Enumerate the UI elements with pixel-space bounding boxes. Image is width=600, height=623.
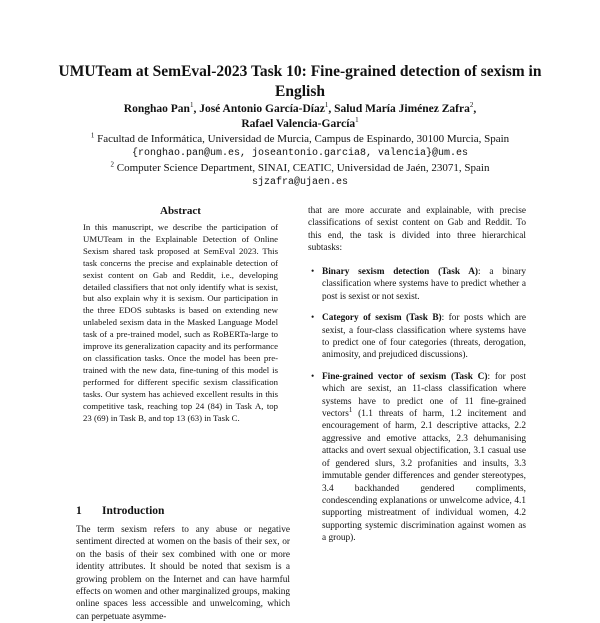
- subtask-title: Category of sexism (Task B): [322, 313, 442, 324]
- author-name: Ronghao Pan: [123, 103, 190, 115]
- subtask-title: Binary sexism detection (Task A): [322, 267, 479, 277]
- author-line-2: Rafael Valencia-García$^1$: [241, 116, 359, 130]
- introduction-heading: [76, 505, 164, 517]
- list-item: • Binary sexism detection (Task A): a binary classification where systems have to predict whether a post is sexist or not sexist.: [311, 267, 526, 302]
- list-item: • Fine-grained vector of sexism (Task C): for post which are sexist, an 11-class classification where systems have to predict one of 11 fine-grained vectors$^1$ (1.1 threats of harm, 1.2 incitement and encouragement of harm, 2.1 descriptive attacks, 2.2 aggressive and emotive attacks, 2.3 dehumanising attacks and overt sexual objectification, 3.1 casual use of gendered slurs, 3.2 profanities and insults, 3.3 immutable gender differences and gender stereotypes, 3.4 backhanded gendered compliments, condescending explanations or unwelcome advice, 4.1 supporting mistreatment of individual women, 4.2 supporting systemic discrimination against women as a group).: [311, 371, 526, 544]
- affiliation-2-emails: sjzafra@ujaen.es: [251, 177, 348, 188]
- bullet-icon: •: [311, 371, 315, 382]
- section-number: 1: [76, 505, 82, 517]
- author-line-1: Ronghao Pan$^1$, José Antonio García-Díaz$^1$, Salud María Jiménez Zafra$^2$,: [123, 101, 477, 115]
- author-list: [40, 102, 560, 132]
- list-item: • Category of sexism (Task B): for posts which are sexist, a four-class classification where systems have to predict one of four categories (threats, derogation, animosity, and prejudiced discussions).: [311, 313, 526, 361]
- affiliation-2: $^2$ Computer Science Department, SINAI, CEATIC, Universidad de Jaén, 23071, Spain: [110, 160, 490, 174]
- introduction-text: The term sexism refers to any abuse or negative sentiment directed at women on the basis of their sex, or on the basis of their sex combined with one or more identity attributes. It should be noted that sexism is a growing problem on the Internet and can have harmful effects on women and other marginalized groups, making online spaces less accessible and unwelcoming, which can perpetuate asymme-: [76, 525, 290, 622]
- bullet-icon: •: [311, 313, 315, 324]
- affiliation-1: $^1$ Facultad de Informática, Universidad de Murcia, Campus de Espinardo, 30100 Murcia, Spain: [90, 131, 510, 145]
- abstract-text: In this manuscript, we describe the participation of UMUTeam in the Explainable Detection of Online Sexism shared task proposed at SemEval 2023. This task concerns the precise and explainable detection of sexist content on Gab and Reddit, i.e., developing detailed classifiers that not only identify what is sexist, but also explain why it is sexism. Our participation in the three EDOS subtasks is based on extending new unlabeled sexism data in the Masked Language Model task of a pre-trained model, such as RoBERTa-large to improve its generalization capacity and its performance on classification tasks. Once the model has been pre-trained with the new data, fine-tuning of this model is performed for different specific sexism classification tasks. Our system has achieved excellent results in this competitive task, reaching top 24 (84) in Task A, top 23 (69) in Task B, and top 13 (63) in Task C.: [83, 222, 278, 423]
- subtask-list: [308, 266, 526, 554]
- section-title: Introduction: [102, 505, 165, 517]
- author-name: Salud María Jiménez Zafra: [334, 103, 470, 115]
- bullet-icon: •: [311, 267, 315, 277]
- subtask-title: Fine-grained vector of sexism (Task C): [322, 371, 488, 382]
- right-column-intro: that are more accurate and explainable, with precise classifications of sexist content on Gab and Reddit. To this end, the task is divided into three hierarchical subtasks:: [308, 206, 526, 254]
- affiliation-1-emails: {ronghao.pan@um.es, joseantonio.garcia8, valencia}@um.es: [131, 148, 469, 159]
- abstract-heading: Abstract: [160, 205, 201, 217]
- footnote-marker: 1: [348, 405, 353, 414]
- paper-title: UMUTeam at SemEval-2023 Task 10: Fine-grained detection of sexism in English: [58, 63, 542, 100]
- author-name: José Antonio García-Díaz: [199, 103, 325, 115]
- author-name: Rafael Valencia-García: [241, 118, 356, 130]
